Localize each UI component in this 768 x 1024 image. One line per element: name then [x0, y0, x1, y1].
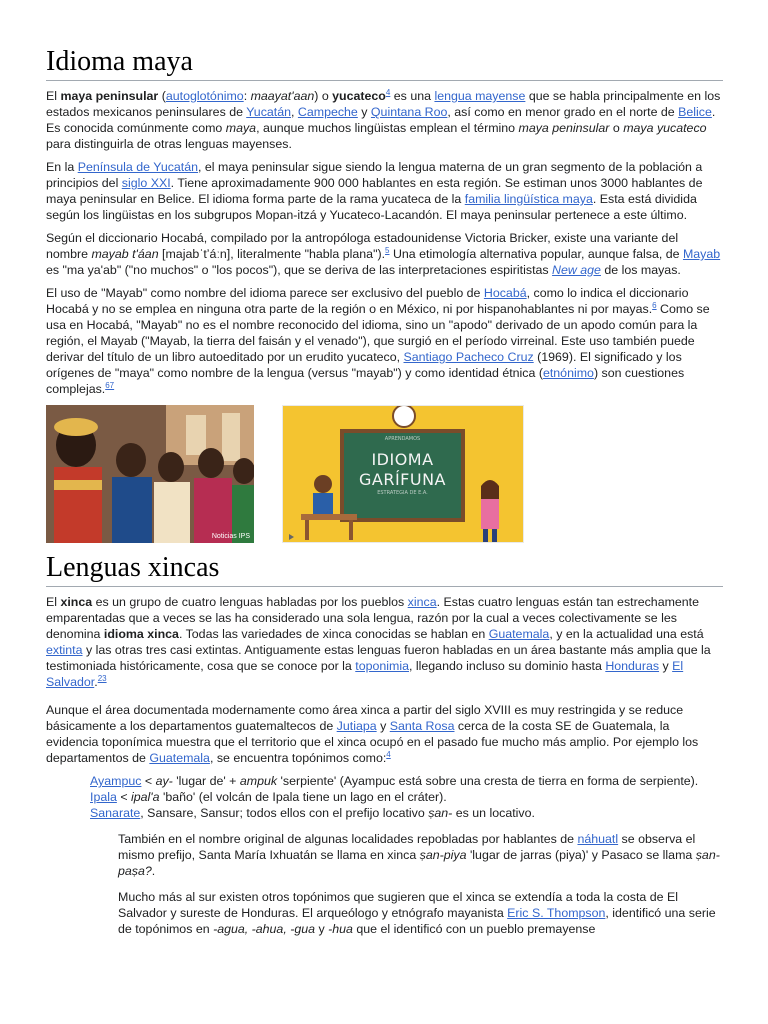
bold-term: yucateco — [332, 89, 386, 103]
text: . — [94, 675, 98, 689]
text: es un grupo de cuatro lenguas habladas por los pueblos — [92, 595, 408, 609]
text: 'lugar de' + — [172, 774, 240, 788]
text: de los mayas. — [600, 263, 681, 277]
text: para distinguirla de otras lenguas mayenses. — [46, 137, 292, 151]
board-small-bottom: ESTRATEGIA DE E.A. — [377, 490, 428, 496]
text: Mucho más al sur existen otros topónimos que sugieren que el xinca se extendía a toda la costa de El Salvador y sureste de Honduras. El arqueólogo y etnógrafo mayanista — [118, 890, 678, 920]
text: , el maya peninsular sigue siendo la lengua materna de un gran segmento de la población a principios del — [46, 160, 703, 190]
link-toponimia[interactable]: toponimia — [355, 659, 409, 673]
link-new-age[interactable]: New age — [552, 263, 601, 277]
link-sanarate[interactable]: Sanarate — [90, 806, 141, 820]
link-hocaba[interactable]: Hocabá — [483, 286, 527, 300]
bold-term: maya peninsular — [60, 89, 159, 103]
text: . Esta está dividida según los lingüistas en los subgrupos Mopan-itzá y Yucateco-Lacandón. El maya peninsular pertenece a este último. — [46, 192, 697, 222]
text: 'lugar de jarras (piya)' y Pasaco se llama — [466, 848, 696, 862]
text: Según el diccionario Hocabá, compilado por la antropóloga estadounidense Victoria Bricker, existe una variante del nombre — [46, 231, 679, 261]
text: , y en la actualidad una está — [549, 627, 704, 641]
section-heading-idioma-maya: Idioma maya — [46, 0, 723, 81]
section-heading-lenguas-xincas: Lenguas xincas — [46, 549, 723, 587]
text: , como lo indica el diccionario Hocabá y no se emplea en ninguna otra parte de la región o en México, ni por hispanohablantes ni por mayas. — [46, 286, 689, 316]
text: Una etimología alternativa popular, aunque falsa, de — [389, 247, 683, 261]
text: ) o — [314, 89, 333, 103]
paragraph-3 — [46, 230, 723, 278]
photo-illustration — [46, 405, 254, 543]
link-extinta[interactable]: extinta — [46, 643, 83, 657]
link-belice[interactable]: Belice — [678, 105, 712, 119]
text: y — [376, 719, 390, 733]
text: y — [659, 659, 673, 673]
link-lengua-mayense[interactable]: lengua mayense — [434, 89, 526, 103]
link-etnonimo[interactable]: etnónimo — [542, 366, 594, 380]
text: . Tiene aproximadamente 900 000 hablantes en esta región. Se estiman unos 3000 hablantes de maya peninsular en Belice. El idioma forma parte de la rama yucateca de la — [46, 176, 703, 206]
board-line-1: IDIOMA — [371, 450, 434, 469]
text: se observa el mismo prefijo, Santa María Ixhuatán se llama en xinca — [118, 832, 696, 862]
citation-link[interactable]: 4 — [385, 87, 391, 97]
text: (1969). El significado y los orígenes de "maya" como nombre de la lengua (versus "mayab") y como identidad étnica ( — [46, 350, 682, 380]
toponym-list — [90, 773, 723, 821]
video-thumbnail-idioma-garifuna[interactable] — [282, 405, 524, 543]
link-jutiapa[interactable]: Jutiapa — [336, 719, 377, 733]
text: 'serpiente' (Ayampuc está sobre una cresta de tierra en forma de serpiente). — [277, 774, 699, 788]
text: . Es conocida comúnmente como — [46, 105, 716, 135]
text: , llegando incluso su dominio hasta — [409, 659, 606, 673]
photo-watermark: Noticias IPS — [211, 533, 250, 540]
citation-link[interactable]: 5 — [385, 245, 390, 255]
text: , se encuentra topónimos como: — [209, 751, 387, 765]
link-xinca[interactable]: xinca — [407, 595, 437, 609]
link-eric-thompson[interactable]: Eric S. Thompson — [507, 906, 606, 920]
text: que se habla principalmente en los estados mexicanos peninsulares de — [46, 89, 721, 119]
classroom-figures — [283, 406, 523, 542]
paragraph-1 — [46, 88, 723, 152]
text: , — [291, 105, 298, 119]
italic-term: maya yucateco — [623, 121, 707, 135]
text: . Todas las variedades de xinca conocidas se hablan en — [178, 627, 489, 641]
board-small-top: APRENDAMOS — [384, 436, 421, 442]
link-yucatan[interactable]: Yucatán — [246, 105, 292, 119]
text: El — [46, 89, 61, 103]
link-guatemala-dept[interactable]: Guatemala — [149, 751, 210, 765]
play-icon — [289, 534, 294, 540]
text: , así como en menor grado en el norte de — [447, 105, 679, 119]
image-row — [46, 405, 723, 543]
link-mayab[interactable]: Mayab — [682, 247, 721, 261]
text: ( — [158, 89, 166, 103]
link-honduras[interactable]: Honduras — [605, 659, 660, 673]
italic-term: maya peninsular — [518, 121, 610, 135]
citation-link[interactable]: 6 — [652, 300, 657, 310]
citation-link[interactable]: 23 — [97, 673, 107, 683]
italic-term: ampuk — [239, 774, 278, 788]
link-el-salvador[interactable]: El Salvador — [46, 659, 684, 689]
text: ) son cuestiones complejas. — [46, 366, 685, 396]
paragraph-8 — [118, 889, 723, 937]
link-peninsula-yucatan[interactable]: Península de Yucatán — [77, 160, 199, 174]
text: < — [141, 774, 156, 788]
text: que el identificó con un pueblo premayense — [352, 922, 596, 936]
link-campeche[interactable]: Campeche — [297, 105, 358, 119]
nested-quote — [118, 831, 723, 937]
link-ipala[interactable]: Ipala — [90, 790, 117, 804]
text: 'baño' (el volcán de Ipala tiene un lago en el cráter). — [159, 790, 447, 804]
text: : — [243, 89, 251, 103]
text: y — [315, 922, 329, 936]
italic-term: maya — [225, 121, 257, 135]
link-santa-rosa[interactable]: Santa Rosa — [389, 719, 455, 733]
italic-term: ipal'a — [131, 790, 160, 804]
italic-term: -agua, -ahua, -gua — [213, 922, 316, 936]
link-quintana-roo[interactable]: Quintana Roo — [370, 105, 448, 119]
text: Como se usa en Hocabá, "Mayab" no es el nombre reconocido del idioma, sino un "apodo" derivado de un apodo común para la región, el Mayab ("Mayab, la tierra del faisán y el venado"), que surgió en el período virreinal. Este uso también puede derivar del título de un libro autoeditado por un erudito yucateco, — [46, 302, 710, 364]
link-siglo-xxi[interactable]: siglo XXI — [121, 176, 171, 190]
photo-women-singing[interactable] — [46, 405, 254, 543]
text: También en el nombre original de algunas localidades repobladas por hablantes de — [118, 832, 578, 846]
text: , aunque muchos lingüistas emplean el término — [256, 121, 519, 135]
link-ayampuc[interactable]: Ayampuc — [90, 774, 142, 788]
italic-term: ṣan-piya — [419, 848, 467, 862]
italic-term: -hua — [328, 922, 353, 936]
text: , identificó una serie de topónimos en — [118, 906, 716, 936]
text: [majabˈtʼáːn], literalmente "habla plana"). — [158, 247, 386, 261]
text: o — [609, 121, 624, 135]
italic-term: ay- — [155, 774, 173, 788]
list-item — [90, 789, 723, 805]
bold-term: xinca — [60, 595, 93, 609]
text: es "ma ya'ab" ("no muchos" o "los pocos"), que se deriva de las interpretaciones espiritistas — [46, 263, 553, 277]
board-line-2: GARÍFUNA — [358, 470, 446, 489]
bold-term: idioma xinca — [103, 627, 179, 641]
italic-term: ṣan- — [428, 806, 453, 820]
text: Aunque el área documentada modernamente como área xinca a partir del siglo XVIII es muy restringida y se reduce básicamente a los departamentos guatemaltecos de — [46, 703, 684, 733]
text: y — [357, 105, 371, 119]
text: es un locativo. — [452, 806, 535, 820]
text: < — [116, 790, 131, 804]
text: El uso de "Mayab" como nombre del idioma parece ser exclusivo del pueblo de — [46, 286, 484, 300]
link-familia-linguistica-maya[interactable]: familia lingüística maya — [464, 192, 593, 206]
link-guatemala[interactable]: Guatemala — [488, 627, 550, 641]
text: . Estas cuatro lenguas están tan estrechamente emparentadas que a veces se las ha considerado una sola lengua, razón por la cual a veces colectivamente se les denomina — [46, 595, 700, 641]
list-item — [90, 773, 723, 789]
italic-term: ṣan-paṣa? — [118, 848, 720, 878]
paragraph-6 — [46, 702, 723, 766]
text: es una — [390, 89, 435, 103]
citation-link[interactable]: 4 — [386, 749, 391, 759]
italic-term: mayab t'áan — [91, 247, 159, 261]
citation-link[interactable]: 67 — [105, 380, 115, 390]
text: . — [151, 864, 156, 878]
text: El — [46, 595, 61, 609]
list-item — [90, 805, 723, 821]
paragraph-5 — [46, 594, 723, 690]
paragraph-2 — [46, 159, 723, 223]
italic-term: maayat'aan — [250, 89, 315, 103]
text: , Sansare, Sansur; todos ellos con el prefijo locativo — [140, 806, 429, 820]
paragraph-7 — [118, 831, 723, 879]
section-body-idioma-maya — [46, 88, 723, 397]
link-nahuatl[interactable]: náhuatl — [577, 832, 619, 846]
text: En la — [46, 160, 78, 174]
paragraph-4 — [46, 285, 723, 397]
text: y las otras tres casi extintas. Antiguamente estas lenguas fueron habladas en un área bastante más amplia que la testimoniada históricamente, cosa que se conoce por la — [46, 643, 711, 673]
text: cerca de la costa SE de Guatemala, la evidencia toponímica muestra que el territorio que el xinca ocupó en el pasado fue mucho más amplio. Por ejemplo los departamentos de — [46, 719, 699, 765]
link-autoglotonimo[interactable]: autoglotónimo — [165, 89, 244, 103]
section-body-lenguas-xincas — [46, 594, 723, 937]
link-santiago-pacheco-cruz[interactable]: Santiago Pacheco Cruz — [403, 350, 534, 364]
